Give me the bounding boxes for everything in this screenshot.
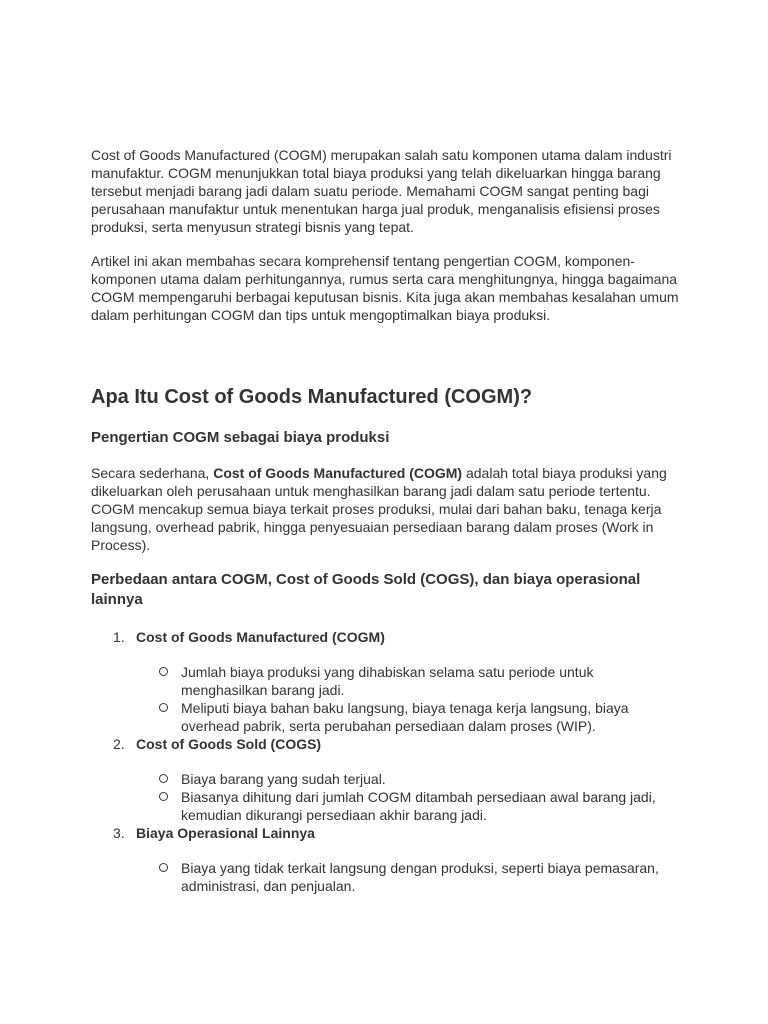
subheading-differences: Perbedaan antara COGM, Cost of Goods Sold (COGS), dan biaya operasional lainnya xyxy=(91,571,641,608)
list-number: 3. xyxy=(113,825,125,841)
sub-list-item xyxy=(136,699,681,735)
sub-list xyxy=(136,859,681,895)
section-heading: Apa Itu Cost of Goods Manufactured (COGM)? xyxy=(91,386,533,408)
definition-bold-term: Cost of Goods Manufactured (COGM) xyxy=(213,465,463,481)
sub-list-item xyxy=(136,788,681,824)
intro-paragraph-2: Artikel ini akan membahas secara komprehensif tentang pengertian COGM, komponen-komponen utama dalam perhitungannya, rumus serta cara menghitungnya, hingga bagaimana COGM mempengaruhi berbagai keputusan bisnis. Kita juga akan membahas kesalahan umum dalam perhitungan COGM dan tips untuk mengoptimalkan biaya produksi. xyxy=(91,253,679,323)
sub-list-item-text: Meliputi biaya bahan baku langsung, biaya tenaga kerja langsung, biaya overhead pabrik, serta perubahan persediaan dalam proses (WIP). xyxy=(181,700,629,734)
list-number: 1. xyxy=(113,629,125,645)
subheading-definition: Pengertian COGM sebagai biaya produksi xyxy=(91,429,390,446)
definition-text-start: Secara sederhana, xyxy=(91,465,214,481)
sub-list-item-text: Jumlah biaya produksi yang dihabiskan selama satu periode untuk menghasilkan barang jadi. xyxy=(181,664,594,698)
sub-list-item xyxy=(136,770,681,788)
sub-list-item-text: Biaya barang yang sudah terjual. xyxy=(181,771,386,787)
circle-bullet-icon xyxy=(159,792,168,801)
list-item-cogm xyxy=(91,628,681,735)
list-item-title: Cost of Goods Manufactured (COGM) xyxy=(136,629,385,645)
circle-bullet-icon xyxy=(159,774,168,783)
list-item-title: Biaya Operasional Lainnya xyxy=(136,825,315,841)
intro-paragraph-1: Cost of Goods Manufactured (COGM) merupakan salah satu komponen utama dalam industri manufaktur. COGM menunjukkan total biaya produksi yang telah dikeluarkan hingga barang tersebut menjadi barang jadi dalam suatu periode. Memahami COGM sangat penting bagi perusahaan manufaktur untuk menentukan harga jual produk, menganalisis efisiensi proses produksi, serta menyusun strategi bisnis yang tepat. xyxy=(91,147,672,235)
sub-list-item-text: Biasanya dihitung dari jumlah COGM ditambah persediaan awal barang jadi, kemudian dikurangi persediaan akhir barang jadi. xyxy=(181,789,656,823)
circle-bullet-icon xyxy=(159,703,168,712)
sub-list xyxy=(136,663,681,735)
sub-list-item xyxy=(136,663,681,699)
sub-list-item xyxy=(136,859,681,895)
definition-text-end: adalah total biaya produksi yang dikeluarkan oleh perusahaan untuk menghasilkan barang jadi dalam satu periode tertentu. COGM mencakup semua biaya terkait proses produksi, mulai dari bahan baku, tenaga kerja langsung, overhead pabrik, hingga penyesuaian persediaan barang dalam proses (Work in Process). xyxy=(91,465,667,553)
sub-list xyxy=(136,770,681,824)
sub-list-item-text: Biaya yang tidak terkait langsung dengan produksi, seperti biaya pemasaran, administrasi, dan penjualan. xyxy=(181,860,659,894)
differences-list xyxy=(91,628,681,895)
definition-paragraph xyxy=(91,464,681,554)
list-item-cogs xyxy=(91,735,681,824)
circle-bullet-icon xyxy=(159,667,168,676)
list-number: 2. xyxy=(113,736,125,752)
list-item-title: Cost of Goods Sold (COGS) xyxy=(136,736,322,752)
circle-bullet-icon xyxy=(159,863,168,872)
list-item-operational xyxy=(91,824,681,895)
article-body xyxy=(91,146,681,895)
